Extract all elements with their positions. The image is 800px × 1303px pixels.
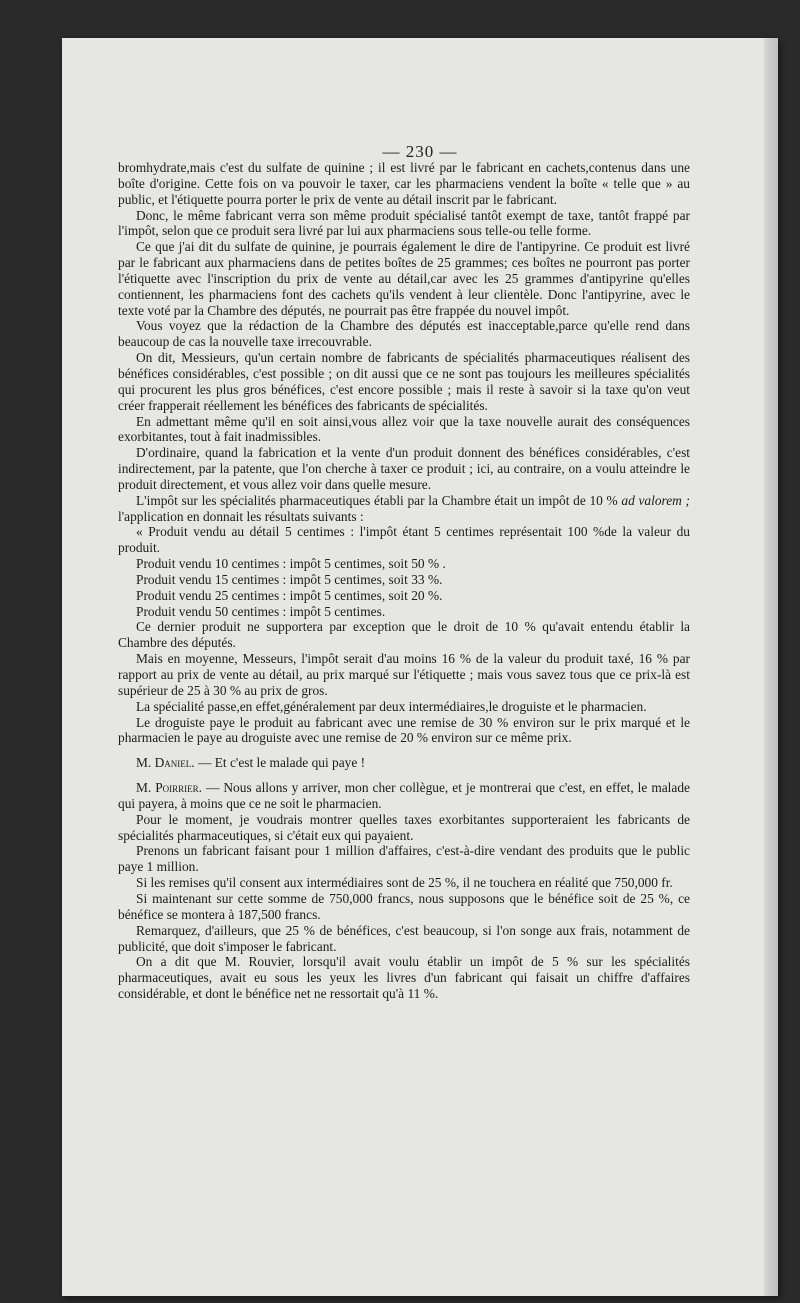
paragraph: Le droguiste paye le produit au fabricant avec une remise de 30 % environ sur le prix marqué et le pharmacien le paye au droguiste avec une remise de 20 % environ sur ce même prix. — [118, 714, 690, 746]
paragraph: Ce que j'ai dit du sulfate de quinine, je pourrais également le dire de l'antipyrine. Ce produit est livré par le fabricant aux pharmaciens dans de petites boîtes de 25 grammes; ces boîtes ne pourront pas porter l'étiquette avec l'inscription du prix de vente au détail,car avec les 25 grammes d'antipyrine qu'elles contiennent, les pharmaciens font des cachets qu'ils vendent à leur clientèle. Donc l'antipyrine, avec le texte voté par la Chambre des députés, ne pourrait pas être frappée du nouvel impôt. — [118, 239, 690, 318]
page-body-text — [118, 160, 690, 1002]
paragraph: Donc, le même fabricant verra son même produit spécialisé tantôt exempt de taxe, tantôt frappé par l'impôt, selon que ce produit sera livré par lui aux pharmaciens sous telle-ou telle forme. — [118, 207, 690, 239]
paragraph: Remarquez, d'ailleurs, que 25 % de bénéfices, c'est beaucoup, si l'on songe aux frais, notamment de publicité, que doit s'imposer le fabricant. — [118, 922, 690, 954]
paragraph-text: l'application en donnait les résultats suivants : — [118, 508, 364, 524]
dialogue-paragraph — [118, 780, 690, 812]
paragraph: « Produit vendu au détail 5 centimes : l'impôt étant 5 centimes représentait 100 %de la valeur du produit. — [118, 524, 690, 556]
page-number: — 230 — — [382, 142, 458, 161]
paragraph: Vous voyez que la rédaction de la Chambre des députés est inacceptable,parce qu'elle rend dans beaucoup de cas la nouvelle taxe irrecouvrable. — [118, 318, 690, 350]
paragraph — [118, 493, 690, 525]
paragraph: Prenons un fabricant faisant pour 1 million d'affaires, c'est-à-dire vendant des produits que le public paye 1 million. — [118, 843, 690, 875]
paragraph: Ce dernier produit ne supportera par exception que le droit de 10 % qu'avait entendu établir la Chambre des députés. — [118, 619, 690, 651]
paragraph: Si les remises qu'il consent aux intermédiaires sont de 25 %, il ne touchera en réalité que 750,000 fr. — [136, 875, 673, 891]
paragraph: En admettant même qu'il en soit ainsi,vous allez voir que la taxe nouvelle aurait des conséquences exorbitantes, tout à fait inadmissibles. — [118, 413, 690, 445]
paragraph-text: L'impôt sur les spécialités pharmaceutiques établi par la Chambre était un impôt de 10 % — [136, 492, 622, 508]
paragraph: Produit vendu 25 centimes : impôt 5 centimes, soit 20 %. — [136, 587, 443, 603]
page-edge-shadow — [764, 38, 778, 1296]
speaker-name: M. Poirrier. — [136, 780, 203, 796]
paragraph: La spécialité passe,en effet,généralement par deux intermédiaires,le droguiste et le pharmacien. — [136, 698, 647, 714]
paragraph: Produit vendu 15 centimes : impôt 5 centimes, soit 33 %. — [136, 571, 443, 587]
paragraph: Si maintenant sur cette somme de 750,000 francs, nous supposons que le bénéfice soit de 25 %, ce bénéfice se montera à 187,500 francs. — [118, 890, 690, 922]
speaker-name: M. Daniel. — [136, 755, 195, 771]
paragraph: Produit vendu 10 centimes : impôt 5 centimes, soit 50 % . — [136, 556, 446, 572]
latin-phrase: ad valorem ; — [621, 492, 690, 508]
paragraph-text: — Et c'est le malade qui paye ! — [197, 755, 366, 771]
paragraph: On dit, Messieurs, qu'un certain nombre de fabricants de spécialités pharmaceutiques réalisent des bénéfices considérables, c'est possible ; on dit aussi que ce ne sont pas toujours les meilleures spécialités qui procurent les plus gros bénéfices, c'est encore possible ; mais il reste à savoir si la taxe qu'on veut créer frapperait réellement les bénéfices des fabricants de spécialités. — [118, 350, 690, 413]
paragraph-text: — Nous allons y arriver, mon cher collègue, et je montrerai que c'est, en effet, le malade qui payera, à moins que ce ne soit le pharmacien. — [118, 780, 690, 811]
paragraph: Pour le moment, je voudrais montrer quelles taxes exorbitantes supporteraient les fabricants de spécialités pharmaceutiques, si c'était eux qui payaient. — [118, 811, 690, 843]
paragraph: Mais en moyenne, Messeurs, l'impôt serait d'au moins 16 % de la valeur du produit taxé, 16 % par rapport au prix de vente au détail, au prix marqué sur l'étiquette ; mais vous savez tous que ce prix-là est supérieur de 25 à 30 % au prix de gros. — [118, 651, 690, 698]
paragraph: Produit vendu 50 centimes : impôt 5 centimes. — [136, 603, 386, 619]
paragraph: bromhydrate,mais c'est du sulfate de quinine ; il est livré par le fabricant en cachets,contenus dans une boîte d'origine. Cette fois on va pouvoir le taxer, car les pharmaciens vendent la boîte « telle que » au public, et l'étiquette pourra porter le prix de vente au détail inscrit par le fabricant. — [118, 160, 690, 207]
paragraph: On a dit que M. Rouvier, lorsqu'il avait voulu établir un impôt de 5 % sur les spécialités pharmaceutiques, avait eu sous les yeux les livres d'un fabricant qui faisait un chiffre d'affaires considérable, et dont le bénéfice net ne ressortait qu'à 11 %. — [118, 954, 690, 1002]
dialogue-paragraph — [118, 755, 690, 771]
paragraph: D'ordinaire, quand la fabrication et la vente d'un produit donnent des bénéfices considérables, c'est indirectement, par la patente, que l'on cherche à taxer ce produit ; ici, au contraire, on a voulu atteindre le produit directement, et vous allez voir dans quelle mesure. — [118, 445, 690, 492]
